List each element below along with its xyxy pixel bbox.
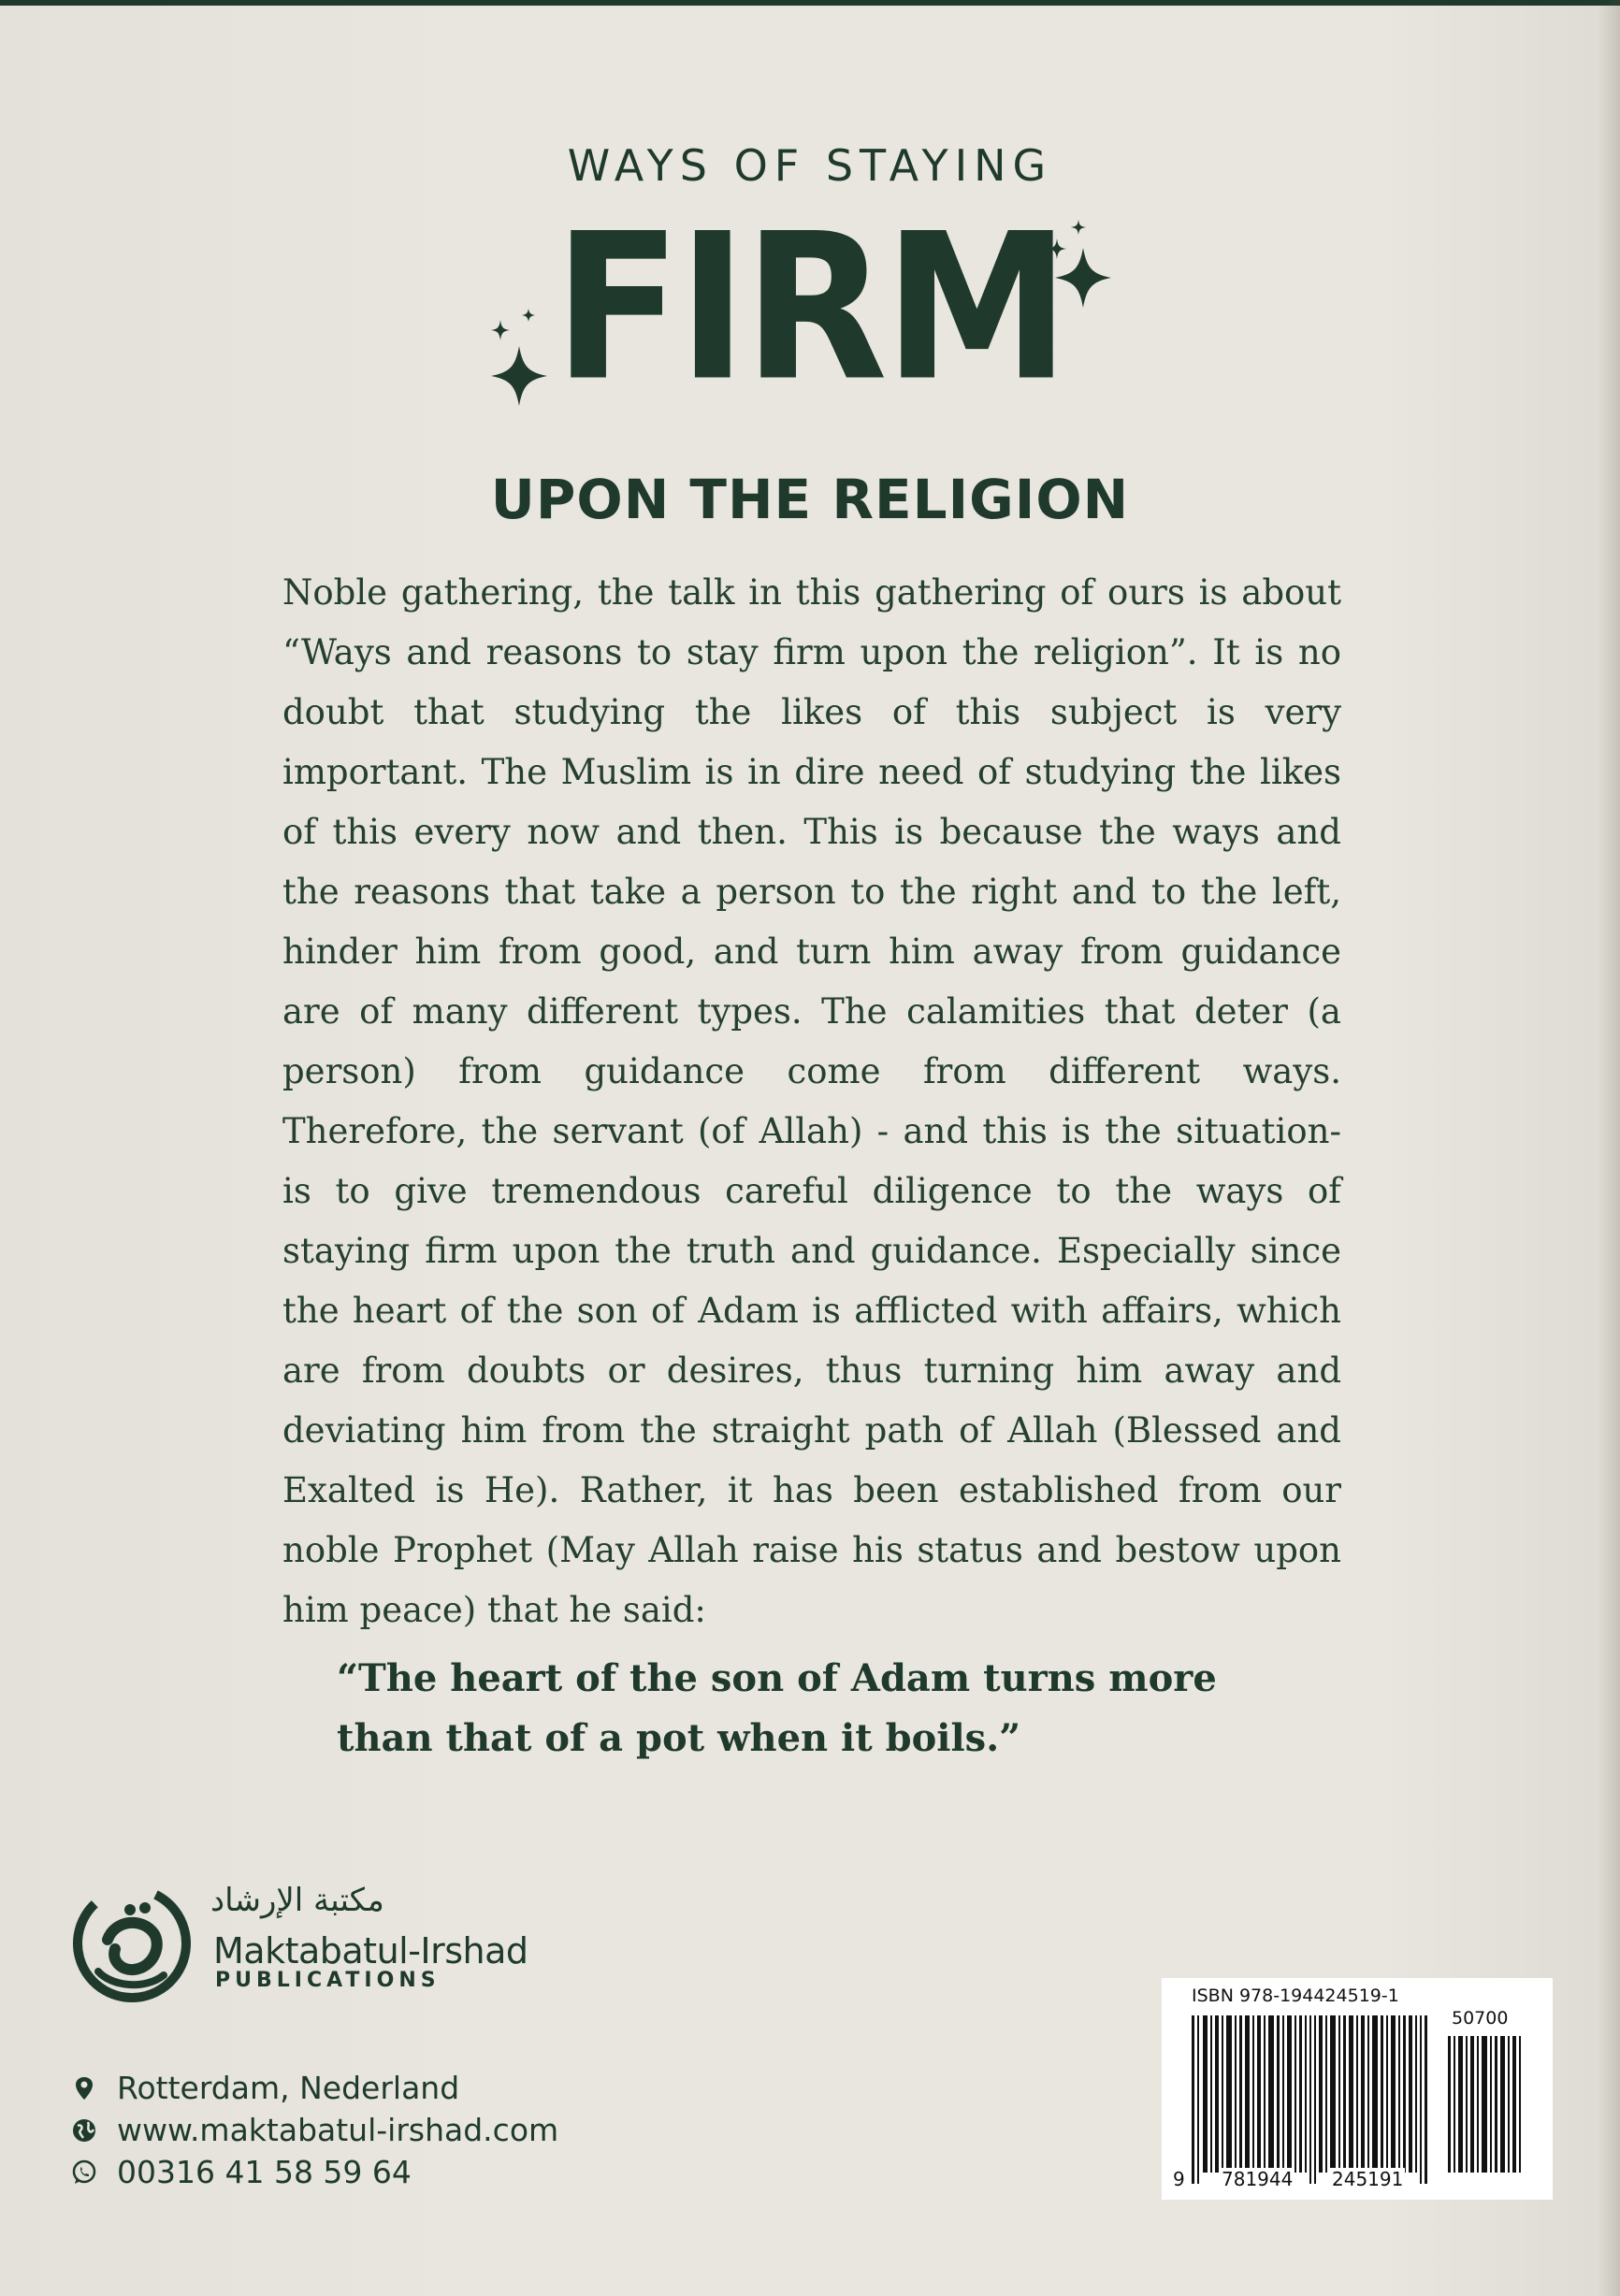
phone-text: 00316 41 58 59 64 <box>117 2154 412 2190</box>
location-text: Rotterdam, Nederland <box>117 2070 460 2106</box>
top-edge <box>0 0 1620 6</box>
publisher-subtitle: PUBLICATIONS <box>215 1969 441 1992</box>
barcode-digit-lead: 9 <box>1173 2168 1185 2190</box>
price-code: 50700 <box>1452 2008 1509 2029</box>
contact-phone <box>70 2154 412 2190</box>
barcode-digit-group2: 245191 <box>1332 2168 1404 2190</box>
blurb-paragraph: Noble gathering, the talk in this gathering of ours is about “Ways and reasons to stay firm upon the religion”. It is no doubt that studying the likes of this subject is very important. The Muslim is in dire need of studying the likes of this every now and then. This is because the ways and the reasons that take a person to the right and to the left, hinder him from good, and turn him away from guidance are of many different types. The calamities that deter (a person) from guidance come from different ways. Therefore, the servant (of Allah) - and this is the situation- is to give tremendous careful diligence to the ways of staying firm upon the truth and guidance. Especially since the heart of the son of Adam is afflicted with affairs, which are from doubts or desires, thus turning him away and deviating him from the straight path of Allah (Blessed and Exalted is He). Rather, it has been established from our noble Prophet (May Allah raise his status and bestow upon him peace) that he said: <box>282 572 1341 1630</box>
publisher-arabic-name: مكتبة الإرشاد <box>210 1882 384 1919</box>
contact-location <box>70 2070 459 2106</box>
website-link[interactable]: www.maktabatul-irshad.com <box>117 2112 559 2148</box>
globe-icon <box>70 2116 98 2144</box>
hadith-quote: “The heart of the son of Adam turns more than that of a pot when it boils.” <box>337 1656 1217 1760</box>
isbn-barcode <box>1162 1978 1553 2200</box>
publisher-name: Maktabatul-Irshad <box>213 1930 528 1971</box>
title-subtitle: UPON THE RELIGION <box>490 468 1130 531</box>
location-pin-icon <box>70 2074 98 2102</box>
barcode-bars <box>1184 2008 1540 2186</box>
title-kicker: WAYS OF STAYING <box>567 140 1053 191</box>
barcode-digit-group1: 781944 <box>1222 2168 1294 2190</box>
title-main: FIRM <box>553 190 1067 426</box>
publisher-logo-icon <box>70 1882 194 2005</box>
whatsapp-icon <box>70 2159 98 2187</box>
title-main-wrap <box>0 190 1620 426</box>
contact-website <box>70 2112 558 2148</box>
isbn-label: ISBN 978-194424519-1 <box>1192 1986 1399 2006</box>
